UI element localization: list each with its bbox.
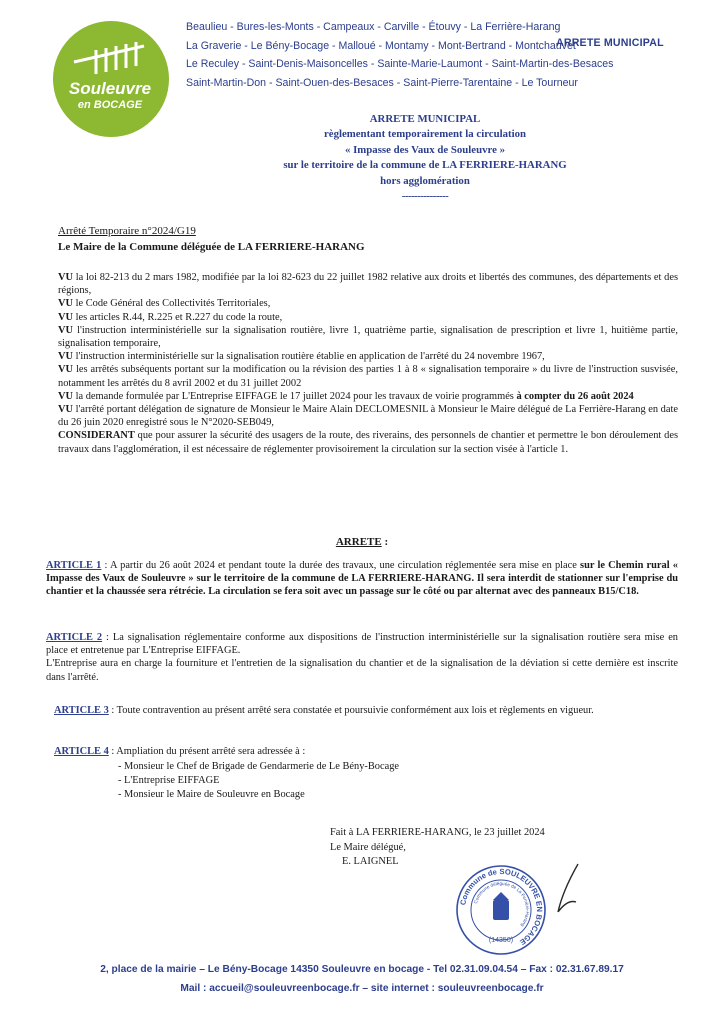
visa-item: VU l'instruction interministérielle sur la signalisation routière établie en application de l'arrêté du 24 novembre 1967, [58,351,545,363]
title-line: règlementant temporairement la circulation [324,128,526,141]
visa-item: VU le Code Général des Collectivités Territoriales, [58,298,271,310]
coat-of-arms-icon [493,892,509,920]
article-3: ARTICLE 3 : Toute contravention au présent arrêté sera constatée et poursuivie conformément aux lois et règlements en vigueur. [54,705,594,716]
communes-line: La Graverie - Le Bény-Bocage - Malloué - Montamy - Mont-Bertrand - Montchauvet [186,39,576,52]
article-4: ARTICLE 4 : Ampliation du présent arrêté sera adressée à : - Monsieur le Chef de Brigade de Gendarmerie de Le Bény-Bocage - L'Entreprise EIFFAGE - Monsieur le Maire de Souleuvre en Bocage [54,745,686,802]
stamp-code: (14350) [488,937,514,944]
article-1: ARTICLE 1 : A partir du 26 août 2024 et pendant toute la durée des travaux, une circulation réglementée sera mise en place sur le Chemin rural « Impasse des Vaux de Souleuvre » sur le territoire de la commune de LA FERRIERE-HARANG. Il sera interdit de stationner sur l'emprise du chantier et la chaussée sera rétrécie. La circulation se fera soit avec un passage sur le côté ou par alternat avec des panneaux B15/C18. [46,560,678,598]
handwritten-signature [548,860,588,920]
stamp-inner-text: Commune déléguée de La Ferrière-Harang [472,880,531,928]
title-line: sur le territoire de la commune de LA FERRIERE-HARANG [283,159,567,172]
article-label: ARTICLE 4 [54,746,109,757]
communes-line: Saint-Martin-Don - Saint-Ouen-des-Besaces - Saint-Pierre-Tarentaine - Le Tourneur [186,76,578,89]
visas-list [58,271,678,456]
visa-item: CONSIDERANT que pour assurer la sécurité des usagers de la route, des riverains, des personnels de chantier et permettre le bon déroulement des travaux dans l'agglomération, il est nécessaire de réglementer provisoirement la circulation sur la section visée à l'article 1. [58,430,678,455]
visa-item: VU l'arrêté portant délégation de signature de Monsieur le Maire Alain DECLOMESNIL à Monsieur le Maire délégué de La Ferrière-Harang en date du 26 juin 2020 enregistré sous le N°2020-SEB049, [58,404,678,429]
sign-role: Le Maire délégué, [330,841,406,853]
ampliation-item: - Monsieur le Chef de Brigade de Gendarmerie de Le Bény-Bocage [118,761,400,773]
overprint-text: ARRETE MUNICIPAL [556,37,664,49]
title-line: hors agglomération [380,174,470,187]
sign-place-date: Fait à LA FERRIERE-HARANG, le 23 juillet 2024 [330,827,545,838]
article-label: ARTICLE 3 [54,705,109,716]
visa-item: VU la loi 82-213 du 2 mars 1982, modifiée par la loi 82-623 du 22 juillet 1982 relative aux droits et libertés des communes, des départements et des régions, [58,272,678,297]
arrete-reference [58,225,196,237]
arrete-heading: ARRETE : [335,536,389,548]
communes-list [186,18,706,92]
maire-line: Le Maire de la Commune déléguée de LA FERRIERE-HARANG [58,241,365,253]
sign-name: E. LAIGNEL [342,856,399,868]
article-label: ARTICLE 2 [46,632,103,643]
official-stamp [455,864,547,956]
footer-address: 2, place de la mairie – Le Bény-Bocage 14350 Souleuvre en bocage - Tel 02.31.09.04.54 – Fax : 02.31.67.89.17 [100,964,624,975]
title-separator: --------------- [401,190,449,203]
ampliation-list [118,760,686,802]
title-line: « Impasse des Vaux de Souleuvre » [345,143,505,156]
communes-line: Le Reculey - Saint-Denis-Maisoncelles - Sainte-Marie-Laumont - Saint-Martin-des-Besaces [186,58,614,71]
communes-line: Beaulieu - Bures-les-Monts - Campeaux - Carville - Étouvy - La Ferrière-Harang [186,21,561,33]
ampliation-item: - Monsieur le Maire de Souleuvre en Bocage [118,789,305,801]
ampliation-item: - L'Entreprise EIFFAGE [118,775,220,787]
article-2: ARTICLE 2 : La signalisation réglementaire conforme aux dispositions de l'instruction interministérielle sur la signalisation routière sera mise en place et entretenue par L'Entreprise EIFFAGE. L'Entreprise aura en charge la fourniture et l'entretien de la signalisation du chantier et de la signalisation de la déviation si cette dernière est inscrite dans l'arrêté. [46,632,678,683]
logo-text-bocage: en BOCAGE [77,99,143,111]
document-title [150,112,700,204]
footer-contact: Mail : accueil@souleuvreenbocage.fr – site internet : souleuvreenbocage.fr [180,983,544,994]
visa-item: VU l'instruction interministérielle sur la signalisation routière, livre 1, quatrième partie, signalisation de prescription et livre 1, huitième partie, signalisation temporaire, [58,324,678,350]
visa-item: VU les articles R.44, R.225 et R.227 du code la route, [58,311,283,323]
reference-text: Arrêté Temporaire n°2024/G19 [58,225,196,237]
title-line: ARRETE MUNICIPAL [369,113,481,125]
article-label: ARTICLE 1 [46,560,102,571]
stamp-outer-text: Commune de SOULEUVRE EN BOCAGE [458,866,545,947]
logo-text-souleuvre: Souleuvre [68,79,152,98]
visa-item: VU les arrêtés subséquents portant sur la modification ou la révision des parties 1 à 8 « signalisation temporaire » du livre de l'instruction susvisée, notamment les arrêtés du 8 avril 2002 et du 31 juillet 2002 [58,364,678,389]
visa-item: VU la demande formulée par L'Entreprise EIFFAGE le 17 juillet 2024 pour les travaux de voirie programmés à compter du 26 août 2024 [58,390,634,402]
